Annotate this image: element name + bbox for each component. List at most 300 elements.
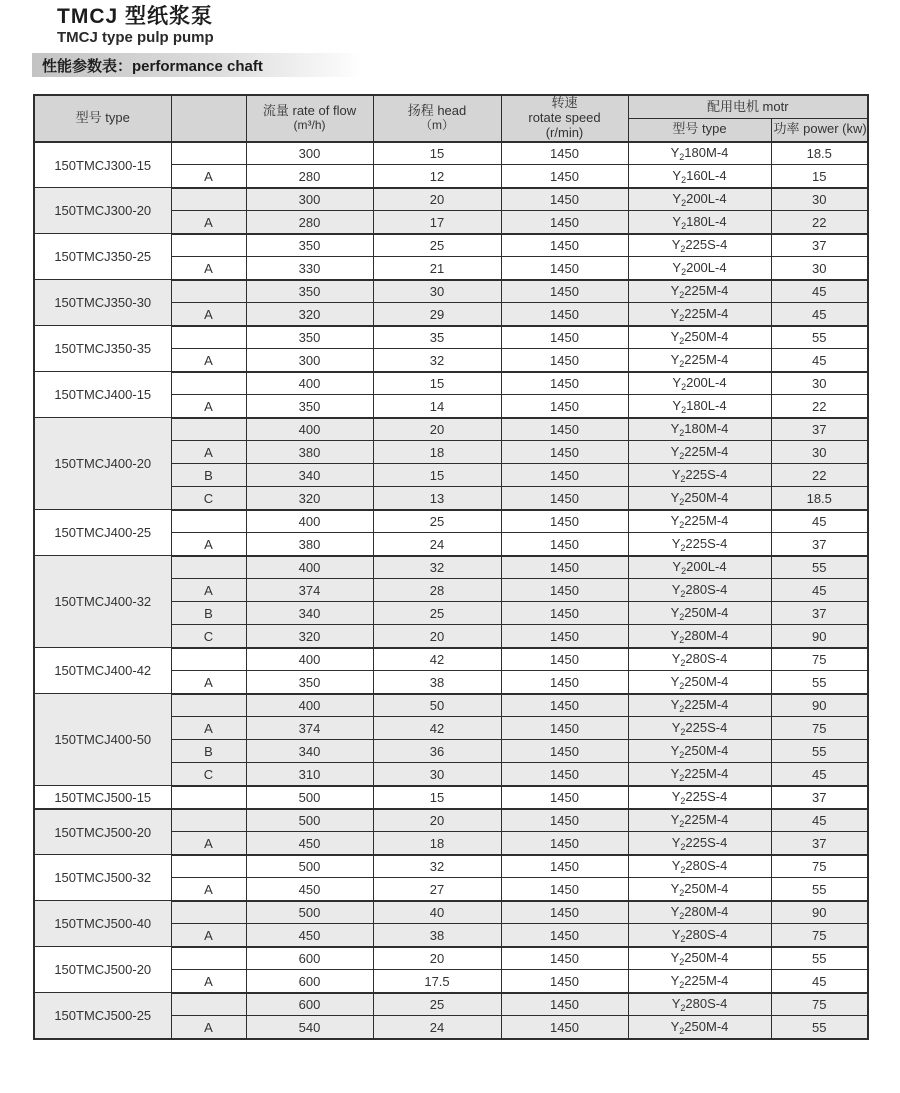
flow-cell: 340 [246,602,373,625]
motor-subscript: 2 [679,496,685,507]
motor-model-cell: $Y_2225S-4$ [628,786,771,809]
power-cell: 55 [771,740,868,763]
power-cell: 55 [771,556,868,579]
head-cell: 27 [373,878,501,901]
table-row [34,234,868,257]
variant-cell: A [171,924,246,947]
col-header-motor-model: 型号 type [628,119,771,142]
variant-cell [171,809,246,832]
variant-cell: A [171,1016,246,1039]
motor-subscript: 2 [680,1003,686,1014]
head-cell: 28 [373,579,501,602]
power-cell: 75 [771,855,868,878]
variant-cell [171,188,246,211]
speed-cell: 1450 [501,510,628,533]
motor-subscript: 2 [680,588,686,599]
motor-subscript: 2 [680,795,686,806]
variant-cell: A [171,211,246,234]
table-row [34,786,868,809]
power-cell: 30 [771,188,868,211]
flow-cell: 310 [246,763,373,786]
flow-cell: 280 [246,211,373,234]
head-cell: 36 [373,740,501,763]
speed-cell: 1450 [501,786,628,809]
table-row [34,188,868,211]
power-cell: 55 [771,947,868,970]
flow-header-line1: 流量 rate of flow [262,103,357,119]
motor-model-cell: $Y_2250M-4$ [628,326,771,349]
speed-cell: 1450 [501,924,628,947]
power-cell: 75 [771,924,868,947]
motor-subscript: 2 [681,174,687,185]
table-row [34,326,868,349]
page-header [0,0,900,47]
head-cell: 20 [373,418,501,441]
power-cell: 37 [771,234,868,257]
motor-subscript: 2 [681,404,687,415]
header-row-1 [34,95,868,118]
power-cell: 90 [771,694,868,717]
motor-subscript: 2 [680,841,686,852]
power-cell: 37 [771,418,868,441]
variant-cell [171,418,246,441]
motor-model-cell: $Y_2180L-4$ [628,211,771,234]
flow-cell: 300 [246,188,373,211]
speed-cell: 1450 [501,878,628,901]
head-cell: 40 [373,901,501,924]
head-cell: 38 [373,924,501,947]
motor-model-cell: $Y_2225M-4$ [628,694,771,717]
motor-subscript: 2 [681,382,687,393]
table-row [34,694,868,717]
model-cell: 150TMCJ500-32 [34,855,171,901]
motor-subscript: 2 [681,266,687,277]
table-row [34,855,868,878]
speed-cell: 1450 [501,832,628,855]
head-cell: 20 [373,947,501,970]
variant-cell [171,855,246,878]
speed-cell: 1450 [501,395,628,418]
power-cell: 45 [771,763,868,786]
power-cell: 45 [771,970,868,993]
motor-model-cell: $Y_2280S-4$ [628,924,771,947]
power-cell: 22 [771,464,868,487]
variant-cell [171,234,246,257]
flow-cell: 540 [246,1016,373,1039]
flow-cell: 300 [246,349,373,372]
motor-model-cell: $Y_2250M-4$ [628,602,771,625]
head-cell: 25 [373,993,501,1016]
power-cell: 55 [771,326,868,349]
model-cell: 150TMCJ500-25 [34,993,171,1039]
motor-subscript: 2 [679,772,685,783]
motor-model-cell: $Y_2250M-4$ [628,671,771,694]
motor-subscript: 2 [679,428,685,439]
head-cell: 21 [373,257,501,280]
motor-subscript: 2 [680,726,686,737]
motor-subscript: 2 [679,450,685,461]
head-cell: 32 [373,349,501,372]
power-cell: 22 [771,211,868,234]
speed-cell: 1450 [501,947,628,970]
motor-model-cell: $Y_2225S-4$ [628,717,771,740]
variant-cell: A [171,878,246,901]
variant-cell: A [171,970,246,993]
flow-cell: 374 [246,579,373,602]
flow-cell: 320 [246,487,373,510]
motor-subscript: 2 [679,957,685,968]
head-header-unit: （m） [420,118,454,133]
speed-cell: 1450 [501,165,628,188]
head-cell: 18 [373,441,501,464]
motor-model-cell: $Y_2180M-4$ [628,418,771,441]
performance-table-header [34,95,868,142]
performance-table-body [34,142,868,1039]
motor-model-cell: $Y_2200L-4$ [628,188,771,211]
variant-cell: B [171,602,246,625]
speed-cell: 1450 [501,257,628,280]
flow-cell: 600 [246,947,373,970]
page-title-en: TMCJ type pulp pump [57,29,214,47]
motor-model-cell: $Y_2225M-4$ [628,441,771,464]
flow-cell: 380 [246,441,373,464]
motor-model-cell: $Y_2280M-4$ [628,901,771,924]
model-cell: 150TMCJ500-40 [34,901,171,947]
col-header-head [373,95,501,142]
flow-cell: 320 [246,625,373,648]
motor-model-cell: $Y_2180L-4$ [628,395,771,418]
speed-cell: 1450 [501,993,628,1016]
variant-cell: A [171,165,246,188]
flow-cell: 400 [246,694,373,717]
motor-model-cell: $Y_2225M-4$ [628,280,771,303]
flow-cell: 340 [246,464,373,487]
variant-cell: C [171,625,246,648]
flow-cell: 374 [246,717,373,740]
flow-cell: 400 [246,372,373,395]
speed-cell: 1450 [501,1016,628,1039]
col-header-flow [246,95,373,142]
head-cell: 35 [373,326,501,349]
motor-model-cell: $Y_2250M-4$ [628,487,771,510]
variant-cell [171,993,246,1016]
speed-cell: 1450 [501,188,628,211]
speed-cell: 1450 [501,533,628,556]
head-cell: 25 [373,510,501,533]
head-cell: 13 [373,487,501,510]
speed-cell: 1450 [501,556,628,579]
head-cell: 12 [373,165,501,188]
speed-cell: 1450 [501,648,628,671]
speed-cell: 1450 [501,372,628,395]
model-cell: 150TMCJ400-42 [34,648,171,694]
motor-subscript: 2 [679,152,685,163]
flow-cell: 450 [246,832,373,855]
speed-cell: 1450 [501,763,628,786]
speed-cell: 1450 [501,441,628,464]
model-cell: 150TMCJ400-50 [34,694,171,786]
flow-cell: 350 [246,395,373,418]
speed-header-line1: 转速 [551,95,578,111]
flow-cell: 400 [246,648,373,671]
motor-subscript: 2 [681,566,687,577]
variant-cell: A [171,579,246,602]
variant-cell: A [171,395,246,418]
variant-cell [171,947,246,970]
speed-cell: 1450 [501,809,628,832]
power-cell: 37 [771,602,868,625]
col-header-speed [501,95,628,142]
head-header-line1: 扬程 head [407,103,467,119]
variant-cell: A [171,671,246,694]
variant-cell [171,372,246,395]
col-header-motor-power: 功率 power (kw) [771,119,868,142]
motor-model-cell: $Y_2225M-4$ [628,349,771,372]
motor-model-cell: $Y_2250M-4$ [628,1016,771,1039]
variant-cell [171,326,246,349]
speed-cell: 1450 [501,602,628,625]
motor-subscript: 2 [680,933,686,944]
power-cell: 90 [771,901,868,924]
motor-subscript: 2 [680,473,686,484]
model-cell: 150TMCJ350-30 [34,280,171,326]
speed-cell: 1450 [501,717,628,740]
variant-cell [171,142,246,165]
motor-subscript: 2 [679,749,685,760]
table-row [34,556,868,579]
variant-cell [171,556,246,579]
page-title-zh: TMCJ 型纸浆泵 [57,5,213,28]
power-cell: 15 [771,165,868,188]
speed-cell: 1450 [501,142,628,165]
motor-model-cell: $Y_2225M-4$ [628,970,771,993]
model-cell: 150TMCJ500-20 [34,809,171,855]
variant-cell: A [171,349,246,372]
speed-header-unit: (r/min) [545,124,584,140]
motor-subscript: 2 [679,704,685,715]
speed-cell: 1450 [501,901,628,924]
motor-subscript: 2 [679,520,685,531]
motor-subscript: 2 [679,1025,685,1036]
motor-model-cell: $Y_2200L-4$ [628,257,771,280]
variant-cell: A [171,533,246,556]
table-row [34,809,868,832]
variant-cell [171,280,246,303]
power-cell: 75 [771,993,868,1016]
variant-cell: A [171,441,246,464]
variant-cell: B [171,740,246,763]
speed-cell: 1450 [501,740,628,763]
model-cell: 150TMCJ350-35 [34,326,171,372]
speed-cell: 1450 [501,303,628,326]
variant-cell: A [171,717,246,740]
speed-cell: 1450 [501,487,628,510]
model-cell: 150TMCJ300-15 [34,142,171,188]
motor-model-cell: $Y_2280S-4$ [628,855,771,878]
power-cell: 37 [771,533,868,556]
motor-subscript: 2 [679,911,685,922]
speed-cell: 1450 [501,234,628,257]
head-cell: 15 [373,142,501,165]
head-cell: 17.5 [373,970,501,993]
head-cell: 24 [373,533,501,556]
power-cell: 30 [771,257,868,280]
head-cell: 15 [373,786,501,809]
head-cell: 18 [373,832,501,855]
section-banner-label: 性能参数表：performance chaft [42,57,263,75]
flow-cell: 350 [246,671,373,694]
power-cell: 45 [771,809,868,832]
variant-cell: A [171,832,246,855]
head-cell: 17 [373,211,501,234]
model-cell: 150TMCJ400-20 [34,418,171,510]
head-cell: 30 [373,763,501,786]
power-cell: 75 [771,648,868,671]
speed-cell: 1450 [501,970,628,993]
flow-header-unit: (m³/h) [293,118,326,133]
motor-subscript: 2 [679,634,685,645]
model-cell: 150TMCJ400-32 [34,556,171,648]
power-cell: 55 [771,878,868,901]
flow-cell: 600 [246,993,373,1016]
col-header-motor-group: 配用电机 motr [628,95,868,118]
flow-cell: 340 [246,740,373,763]
table-row [34,280,868,303]
head-cell: 14 [373,395,501,418]
motor-model-cell: $Y_2225M-4$ [628,763,771,786]
head-cell: 20 [373,809,501,832]
speed-cell: 1450 [501,579,628,602]
motor-subscript: 2 [679,979,685,990]
model-cell: 150TMCJ500-15 [34,786,171,809]
variant-cell: A [171,303,246,326]
head-cell: 38 [373,671,501,694]
flow-cell: 450 [246,924,373,947]
flow-cell: 400 [246,510,373,533]
power-cell: 55 [771,1016,868,1039]
flow-cell: 330 [246,257,373,280]
speed-cell: 1450 [501,694,628,717]
motor-model-cell: $Y_2225M-4$ [628,809,771,832]
motor-model-cell: $Y_2225S-4$ [628,234,771,257]
head-cell: 50 [373,694,501,717]
variant-cell [171,510,246,533]
head-cell: 30 [373,280,501,303]
model-cell: 150TMCJ400-15 [34,372,171,418]
power-cell: 45 [771,579,868,602]
head-cell: 25 [373,602,501,625]
motor-subscript: 2 [679,336,685,347]
flow-cell: 400 [246,418,373,441]
table-row [34,648,868,671]
speed-cell: 1450 [501,418,628,441]
variant-cell [171,901,246,924]
motor-subscript: 2 [679,290,685,301]
section-banner [32,53,362,77]
power-cell: 45 [771,510,868,533]
flow-cell: 350 [246,280,373,303]
table-row [34,901,868,924]
power-cell: 45 [771,303,868,326]
power-cell: 90 [771,625,868,648]
flow-cell: 450 [246,878,373,901]
power-cell: 37 [771,832,868,855]
col-header-variant [171,95,246,142]
motor-subscript: 2 [681,220,687,231]
power-cell: 45 [771,349,868,372]
motor-subscript: 2 [680,658,686,669]
head-cell: 32 [373,855,501,878]
flow-cell: 320 [246,303,373,326]
motor-model-cell: $Y_2280M-4$ [628,625,771,648]
power-cell: 37 [771,786,868,809]
motor-model-cell: $Y_2225S-4$ [628,464,771,487]
motor-model-cell: $Y_2280S-4$ [628,579,771,602]
power-cell: 30 [771,372,868,395]
power-cell: 75 [771,717,868,740]
motor-subscript: 2 [680,865,686,876]
motor-subscript: 2 [679,358,685,369]
head-cell: 29 [373,303,501,326]
motor-subscript: 2 [679,819,685,830]
head-cell: 32 [373,556,501,579]
motor-model-cell: $Y_2225S-4$ [628,533,771,556]
flow-cell: 350 [246,234,373,257]
motor-model-cell: $Y_2200L-4$ [628,556,771,579]
speed-header-line2: rotate speed [528,110,601,126]
motor-model-cell: $Y_2280S-4$ [628,648,771,671]
power-cell: 30 [771,441,868,464]
model-cell: 150TMCJ350-25 [34,234,171,280]
motor-model-cell: $Y_2225M-4$ [628,303,771,326]
head-cell: 25 [373,234,501,257]
model-cell: 150TMCJ500-20 [34,947,171,993]
flow-cell: 350 [246,326,373,349]
head-cell: 42 [373,717,501,740]
motor-model-cell: $Y_2250M-4$ [628,740,771,763]
motor-model-cell: $Y_2225M-4$ [628,510,771,533]
speed-cell: 1450 [501,349,628,372]
motor-subscript: 2 [679,611,685,622]
table-row [34,510,868,533]
power-cell: 18.5 [771,487,868,510]
model-cell: 150TMCJ300-20 [34,188,171,234]
table-row [34,372,868,395]
model-cell: 150TMCJ400-25 [34,510,171,556]
table-row [34,142,868,165]
motor-subscript: 2 [679,680,685,691]
col-header-model: 型号 type [34,95,171,142]
head-cell: 15 [373,372,501,395]
motor-subscript: 2 [680,542,686,553]
variant-cell: B [171,464,246,487]
speed-cell: 1450 [501,211,628,234]
motor-subscript: 2 [679,887,685,898]
variant-cell [171,786,246,809]
power-cell: 18.5 [771,142,868,165]
performance-table [33,94,869,1040]
speed-cell: 1450 [501,855,628,878]
speed-cell: 1450 [501,326,628,349]
flow-cell: 500 [246,901,373,924]
flow-cell: 500 [246,809,373,832]
variant-cell [171,648,246,671]
power-cell: 55 [771,671,868,694]
flow-cell: 380 [246,533,373,556]
head-cell: 42 [373,648,501,671]
flow-cell: 500 [246,855,373,878]
head-cell: 20 [373,188,501,211]
